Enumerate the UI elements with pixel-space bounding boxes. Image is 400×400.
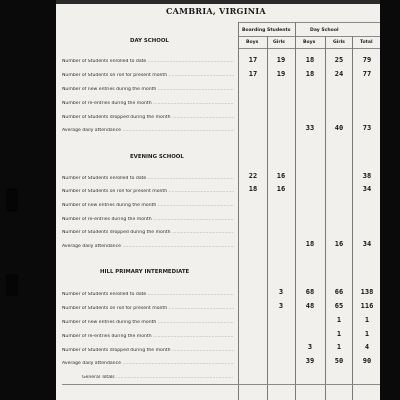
cell-value: 66 [334,288,344,296]
row-label: Number of re-entries during the month ..... [62,334,234,339]
cell-value: 1 [364,330,370,338]
report-page [56,0,380,400]
day-school-header: Day School [310,28,339,33]
col-line [267,36,268,400]
cell-value: 16 [276,172,286,180]
header-mid-rule [238,36,380,37]
cell-value: 73 [362,124,372,132]
page-title: CAMBRIA, VIRGINIA [166,6,266,16]
cell-value: 38 [362,172,372,180]
day-boys-header: Boys [303,40,316,45]
cell-value: 25 [334,56,344,64]
cell-value: 77 [362,70,372,78]
section-title: EVENING SCHOOL [130,154,184,160]
row-label: Average daily attendance ..... [62,244,234,249]
cell-value: 34 [362,240,372,248]
cell-value: 138 [360,288,374,296]
scan-edge-mark [6,188,18,212]
row-label: Number of re-entries during the month ..... [62,101,234,106]
cell-value: 65 [334,302,344,310]
cell-value: 1 [336,330,342,338]
row-label: Number of new entries during the month ..... [62,203,234,208]
row-label: Number of Students dropped during the month ..... [62,230,234,235]
cell-value: 19 [276,56,286,64]
cell-value: 1 [364,316,370,324]
cell-value: 18 [305,70,315,78]
row-label: Average daily attendance ..... [62,128,234,133]
row-label: Number of Students enrolled to date ..... [62,292,234,297]
cell-value: 116 [360,302,374,310]
row-label: Number of Students on roll for present month ..... [62,73,234,78]
cell-value: 33 [305,124,315,132]
col-line [295,22,296,400]
cell-value: 16 [334,240,344,248]
cell-value: 48 [305,302,315,310]
section-title: DAY SCHOOL [130,38,169,44]
cell-value: 17 [248,70,258,78]
row-label: Number of Students dropped during the month ..... [62,115,234,120]
cell-value: 17 [248,56,258,64]
cell-value: 1 [336,316,342,324]
cell-value: 18 [248,185,258,193]
col-line [238,22,239,400]
row-label: Number of Students on roll for present month ..... [62,306,234,311]
total-header: Total [360,40,373,45]
cell-value: 50 [334,357,344,365]
cell-value: 18 [305,56,315,64]
section-title: HILL PRIMARY INTERMEDIATE [100,269,190,275]
header-bottom-rule [238,48,380,49]
boarding-girls-header: Girls [273,40,285,45]
row-label: Number of Students enrolled to date ..... [62,176,234,181]
row-label: Number of re-entries during the month ..... [62,217,234,222]
cell-value: 34 [362,185,372,193]
cell-value: 16 [276,185,286,193]
row-label: Number of Students enrolled to date ..... [62,59,234,64]
row-label: General Totals ..... [82,375,254,380]
cell-value: 24 [334,70,344,78]
cell-value: 18 [305,240,315,248]
boarding-boys-header: Boys [246,40,259,45]
cell-value: 79 [362,56,372,64]
cell-value: 3 [307,343,313,351]
cell-value: 19 [276,70,286,78]
top-band [56,0,380,4]
col-line [352,36,353,400]
cell-value: 3 [278,288,284,296]
bottom-rule [62,384,380,385]
row-label: Number of new entries during the month ..... [62,87,234,92]
row-label: Number of Students on roll for present month ..... [62,189,234,194]
scan-edge-mark [6,274,18,296]
row-label: Average daily attendance ..... [62,361,234,366]
day-girls-header: Girls [333,40,345,45]
cell-value: 68 [305,288,315,296]
cell-value: 39 [305,357,315,365]
cell-value: 4 [364,343,370,351]
cell-value: 22 [248,172,258,180]
cell-value: 3 [278,302,284,310]
cell-value: 40 [334,124,344,132]
boarding-students-header: Boarding Students [242,28,291,33]
cell-value: 90 [362,357,372,365]
header-top-rule [238,22,380,23]
row-label: Number of new entries during the month ..... [62,320,234,325]
cell-value: 1 [336,343,342,351]
row-label: Number of Students dropped during the month ..... [62,348,234,353]
